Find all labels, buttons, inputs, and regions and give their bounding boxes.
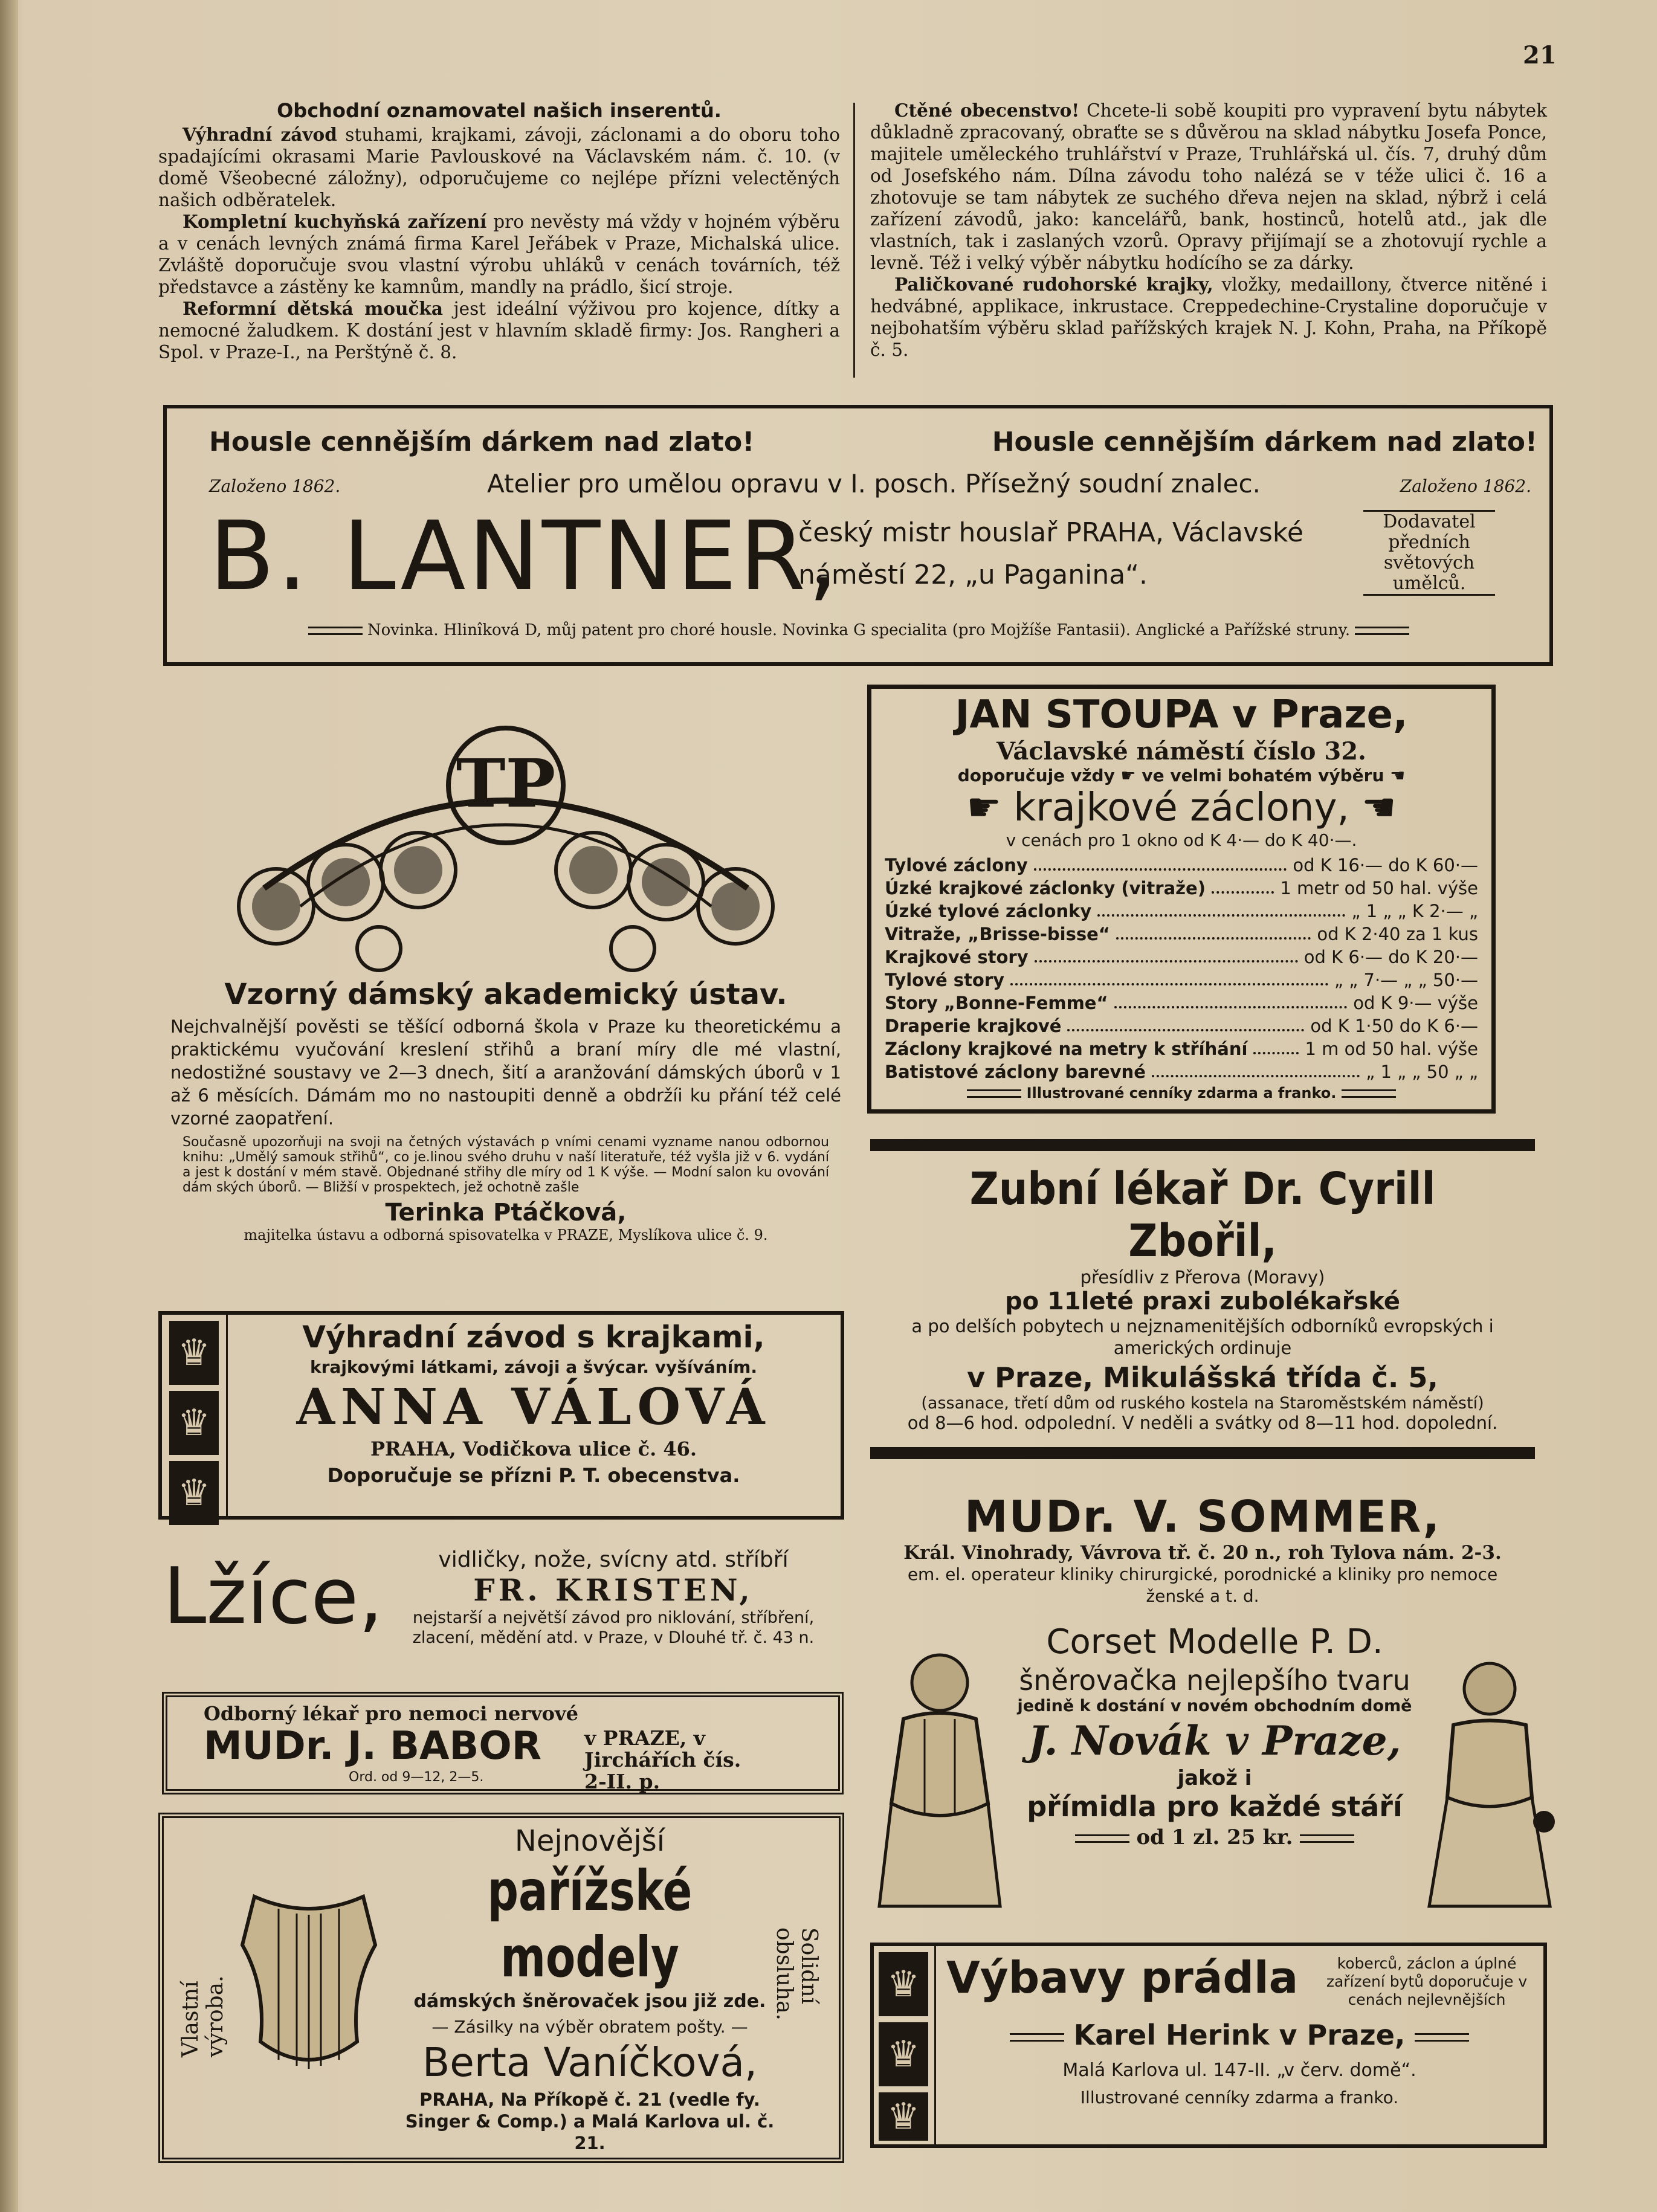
babor-hours: Ord. od 9—12, 2—5.	[349, 1770, 484, 1785]
lantner-atelier: Atelier pro umělou opravu v I. posch. Přísežný soudní znalec.	[487, 469, 1261, 498]
zboril-line-4: v Praze, Mikulášská třída č. 5,	[967, 1361, 1438, 1394]
valova-name: ANNA VÁLOVÁ	[296, 1378, 771, 1436]
vanickova-line-1: Nejnovější	[514, 1824, 665, 1858]
price-item-name: Krajkové story	[885, 947, 1029, 967]
herink-address: Malá Karlova ul. 147-II. „v červ. domě“.	[1062, 2060, 1416, 2081]
corset-figure-left	[867, 1646, 1012, 1912]
leader-dots	[1035, 946, 1298, 963]
leader-dots	[1116, 923, 1311, 940]
lantner-founded-left: Založeno 1862.	[209, 476, 341, 496]
stoupa-address: Václavské náměstí číslo 32.	[996, 737, 1366, 766]
notice-jerabek: Kompletní kuchyňská zařízení pro nevěsty má vždy v hojném výběru a v cenách levných známá firma Karel Jeřábek v Praze, Michalská ulice. Zvláště doporučuje svou vlastní výrobu uhláků v cenách továrních, též představce a zástěny ke kamnům, mandly na prádlo, šicí stroje.	[158, 211, 840, 297]
price-row	[885, 1014, 1478, 1037]
sommer-name: MUDr. V. SOMMER,	[964, 1491, 1441, 1542]
monogram: TP	[456, 744, 556, 822]
sommer-description: em. el. operateur kliniky chirurgické, porodnické a kliniky pro nemoce ženské a t. d.	[907, 1564, 1498, 1606]
price-row	[885, 877, 1478, 900]
kristen-text	[381, 1547, 846, 1648]
notice-rangheri: Reformní dětská moučka jest ideální výživou pro kojence, dítky a nemocné žaludkem. K dostání jest v hlavním skladě firmy: Jos. Rangheri a Spol. v Praze-I., na Perštýně č. 8.	[158, 298, 840, 363]
kristen-big-word: Lžíce,	[163, 1552, 383, 1642]
ad-zboril	[870, 1139, 1535, 1459]
lantner-address-2: náměstí 22, „u Paganina“.	[798, 559, 1148, 590]
crown-icon: ♛	[879, 2022, 928, 2086]
lantner-name: B. LANTNER,	[209, 501, 841, 612]
leader-dots	[1114, 992, 1348, 1008]
babor-name: MUDr. J. BABOR	[204, 1724, 541, 1769]
lantner-slogan-right: Housle cennějším dárkem nad zlato!	[992, 427, 1537, 457]
valova-address: PRAHA, Vodičkova ulice č. 46.	[370, 1437, 697, 1460]
price-item-name: Vitraže, „Brisse-bisse“	[885, 924, 1110, 944]
vanickova-line-2: dámských šněrovaček jsou již zde.	[413, 1991, 766, 2012]
ad-kristen	[158, 1544, 844, 1674]
zboril-line-2: po 11leté praxi zubolékařské	[1004, 1288, 1400, 1315]
price-item-name: Story „Bonne-Femme“	[885, 993, 1108, 1013]
corset-illustration	[230, 1885, 387, 2084]
price-item-price: od K 6·— do K 20·—	[1303, 947, 1478, 967]
column-rule	[853, 103, 855, 378]
ptackova-subtitle: majitelka ústavu a odborná spisovatelka v PRAZE, Myslíkova ulice č. 9.	[244, 1227, 768, 1243]
valova-title: Výhradní závod s krajkami,	[302, 1320, 765, 1355]
ptackova-name: Terinka Ptáčková,	[385, 1199, 627, 1227]
zboril-line-5: (assanace, třetí dům od ruského kostela na Staroměstském náměstí)	[921, 1394, 1484, 1413]
price-item-name: Záclony krajkové na metry k stříhání	[885, 1039, 1248, 1059]
page-number: 21	[1523, 41, 1557, 69]
zboril-line-1: přesídliv z Přerova (Moravy)	[1080, 1267, 1325, 1288]
leader-dots	[1212, 877, 1274, 894]
price-item-name: Úzké tylové záclonky	[885, 901, 1092, 921]
herink-footer: Illustrované cenníky zdarma a franko.	[1080, 2088, 1399, 2107]
zboril-name: Zubní lékař Dr. Cyrill Zbořil,	[969, 1163, 1436, 1267]
price-item-price: „ „ 7·— „ „ 50·—	[1334, 970, 1478, 990]
leader-dots	[1010, 969, 1328, 985]
price-item-name: Batistové záclony barevné	[885, 1062, 1146, 1082]
price-item-price: od K 9·— výše	[1353, 993, 1478, 1013]
vanickova-content	[387, 1824, 792, 2154]
kristen-line-1: vidličky, nože, svícny atd. stříbří	[438, 1547, 789, 1572]
stoupa-price-list	[885, 854, 1478, 1083]
lantner-slogan-left: Housle cennějším dárkem nad zlato!	[209, 427, 755, 457]
sommer-address: Král. Vinohrady, Vávrova tř. č. 20 n., roh Tylova nám. 2-3.	[903, 1542, 1502, 1564]
notice-kohn: Paličkované rudohorské krajky, vložky, medaillony, čtverce nitěné i hedvábné, applikace, inkrustace. Creppedechine-Crystaline doporučuje v nejbohatším výběru sklad pařížských krajek N. J. Kohn, Praha, na Příkopě č. 5.	[870, 274, 1547, 360]
leader-dots	[1253, 1037, 1299, 1054]
price-item-price: „ 1 „ „ K 2·— „	[1351, 901, 1478, 921]
notices-heading: Obchodní oznamovatel našich inserentů.	[277, 99, 722, 122]
lantner-footer: Novinka. Hlinîková D, můj patent pro choré housle. Novinka G specialita (pro Mojžíše Fantasii). Anglické a Pařížské struny.	[209, 621, 1508, 639]
price-row	[885, 1037, 1478, 1060]
price-row	[885, 969, 1478, 992]
novak-line-3: jakož i	[1177, 1766, 1252, 1790]
price-item-price: 1 metr od 50 hal. výše	[1280, 878, 1478, 898]
stoupa-name: JAN STOUPA v Praze,	[955, 692, 1408, 737]
advertisers-notices	[158, 100, 840, 363]
kristen-line-2: nejstarší a největší závod pro niklování, stříbření, zlacení, mědění atd. v Praze, v Dlouhé tř. č. 43 n.	[412, 1608, 815, 1647]
valova-divider	[226, 1315, 228, 1516]
valova-recommend: Doporučuje se přízni P. T. obecenstva.	[327, 1464, 740, 1487]
price-item-price: 1 m od 50 hal. výše	[1305, 1039, 1478, 1059]
ad-valova	[158, 1311, 844, 1520]
vanickova-side-right: Solidní obsluha.	[772, 1927, 821, 2020]
lantner-address-1: český mistr houslař PRAHA, Václavské	[798, 517, 1303, 548]
price-row	[885, 923, 1478, 946]
leader-dots	[1097, 900, 1345, 917]
valova-subtitle: krajkovými látkami, závoji a švýcar. vyšíváním.	[310, 1357, 757, 1377]
ad-sommer	[870, 1491, 1535, 1607]
leader-dots	[1067, 1014, 1304, 1031]
lantner-founded-right: Založeno 1862.	[1400, 476, 1531, 496]
ptackova-book-note: Současně upozorňuji na svoji na četných výstavách p vními cenami vyzname nanou odbornou knihu: „Umělý samouk střihů“, co je.linou svého druhu v naší literatuře, též vyšla již v 6. vydání a jest k dostání v mém stavě. Objednané střihy dle míry od 1 K výše. — Modní salon ku ovování dám ských úborů. — Bližší v prospektech, jež ochotně zašle	[182, 1135, 829, 1195]
novak-content	[1006, 1622, 1423, 1849]
leader-dots	[1034, 854, 1287, 871]
price-item-price: od K 2·40 za 1 kus	[1317, 924, 1478, 944]
vanickova-line-3: — Zásilky na výběr obratem pošty. —	[431, 2017, 748, 2037]
ad-herink	[870, 1943, 1547, 2148]
crown-ornaments	[169, 1321, 219, 1525]
zboril-line-6: od 8—6 hod. odpolední. V neděli a svátky od 8—11 hod. dopolední.	[907, 1413, 1498, 1433]
novak-name: J. Novák v Praze,	[1028, 1717, 1401, 1764]
price-row	[885, 1060, 1478, 1083]
furniture-notice	[870, 100, 1547, 361]
zboril-line-3: a po delších pobytech u nejznamenitějších odborníků evropských i amerických ordinuje	[911, 1316, 1494, 1358]
crown-icon: ♛	[169, 1391, 219, 1455]
price-item-name: Tylové záclony	[885, 855, 1028, 875]
crown-ornaments	[879, 1952, 928, 2141]
vanickova-big: pařížské modely	[487, 1859, 693, 1990]
price-item-name: Draperie krajkové	[885, 1016, 1062, 1036]
ptackova-body: Nejchvalnější pověsti se těšící odborná škola v Praze ku theoretickému a praktickému vyučování kreslení střihů a braní míry dle mé vlastní, nedostižné soustavy ve 2—3 dnech, šití a aranžování dámských úborů v 1 až 6 měsících. Dámám mo no nastoupiti denně a obdržíi ku přání též celé vzorné zaopatření.	[170, 1016, 841, 1129]
crown-icon: ♛	[169, 1461, 219, 1525]
stoupa-price-range: v cenách pro 1 okno od K 4·— do K 40·—.	[1006, 830, 1357, 850]
price-row	[885, 946, 1478, 969]
ad-babor	[162, 1692, 844, 1794]
price-item-price: „ 1 „ „ 50 „ „	[1366, 1062, 1478, 1082]
page-binding	[0, 0, 18, 2212]
babor-line-1: Odborný lékař pro nemoci nervové	[204, 1702, 578, 1725]
price-item-name: Tylové story	[885, 970, 1005, 990]
stoupa-recommend: doporučuje vždy ☛ ve velmi bohatém výběru ☚	[957, 766, 1406, 785]
novak-line-1: šněrovačka nejlepšího tvaru	[1019, 1664, 1410, 1697]
ad-stoupa	[867, 685, 1496, 1114]
ad-lantner	[163, 405, 1553, 666]
crown-icon: ♛	[879, 2092, 928, 2141]
corset-figure-right	[1423, 1659, 1556, 1912]
crown-icon: ♛	[879, 1952, 928, 2016]
vanickova-side-left: Vlastní výroba.	[178, 1975, 228, 2057]
novak-line-2: jedině k dostání v novém obchodním domě	[1017, 1697, 1412, 1715]
novak-title: Corset Modelle P. D.	[1046, 1622, 1383, 1662]
price-row	[885, 900, 1478, 923]
ad-ptackova	[158, 689, 853, 1287]
crown-icon: ♛	[169, 1321, 219, 1385]
price-row	[885, 992, 1478, 1014]
herink-name: Karel Herink v Praze,	[940, 2019, 1539, 2051]
herink-small: koberců, záclon a úplné zařízení bytů doporučuje v cenách nejlevnějších	[1326, 1955, 1528, 2008]
novak-price: od 1 zl. 25 kr.	[1006, 1825, 1423, 1849]
ad-novak	[867, 1622, 1556, 1918]
novak-line-4: přímidla pro každé stáří	[1027, 1790, 1403, 1823]
valova-content	[231, 1320, 836, 1487]
notice-ponce: Ctěné obecenstvo! Chcete-li sobě koupiti pro vypravení bytu nábytek důkladně zpracovaný, obraťte se s důvěrou na sklad nábytku Josefa Ponce, majitele uměleckého truhlářství v Praze, Truhlářská ul. čís. 7, druhý dům od Josefského nám. Dílna závodu toho nalézá se v téže ulici č. 16 a zhotovuje se tam nábytek ze suchého dřeva nejen na sklad, nýbrž i celá zařízení závodů, jako: kancelářů, bank, hostinců, hotelů atd., jak dle vlastních, tak i zaslaných vzorů. Opravy přijímají se a zhotovují rychle a levně. Též i velký výběr nábytku hodícího se za dárky.	[870, 100, 1548, 273]
vanickova-address: PRAHA, Na Příkopě č. 21 (vedle fy. Singer & Comp.) a Malá Karlova ul. č. 21.	[405, 2089, 775, 2153]
notice-pavlouskova: Výhradní závod stuhami, krajkami, závoji, záclonami a do oboru toho spadajícími okrasami Marie Pavlouskové na Václavském nám. č. 10. (v domě Všeobecné záložny), odporučujeme co nejlépe přízni velectěných našich odběratelek.	[158, 124, 840, 210]
herink-big: Výbavy prádla	[946, 1952, 1299, 2003]
price-item-price: od K 1·50 do K 6·—	[1310, 1016, 1478, 1036]
babor-address: v PRAZE, v Jirchářích čís. 2-II. p.	[584, 1726, 741, 1793]
lantner-supplier: Dodavatel předních světových umělců.	[1363, 510, 1495, 596]
vanickova-name: Berta Vaníčková,	[422, 2039, 757, 2086]
stoupa-product: ☛ krajkové záclony, ☚	[966, 785, 1397, 830]
ornamental-medals-illustration	[204, 689, 808, 973]
price-item-price: od K 16·— do K 60·—	[1293, 855, 1478, 875]
leader-dots	[1152, 1060, 1360, 1077]
price-item-name: Úzké krajkové záclonky (vitraže)	[885, 878, 1206, 898]
herink-divider	[934, 1946, 936, 2144]
kristen-name: FR. KRISTEN,	[473, 1572, 754, 1608]
ad-vanickova	[158, 1813, 844, 2163]
price-row	[885, 854, 1478, 877]
ptackova-title: Vzorný dámský akademický ústav.	[224, 978, 787, 1011]
stoupa-footer: Illustrované cenníky zdarma a franko.	[871, 1085, 1491, 1101]
